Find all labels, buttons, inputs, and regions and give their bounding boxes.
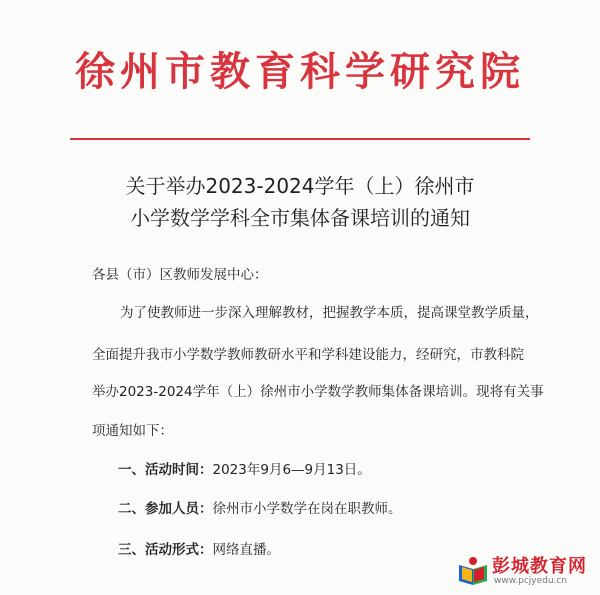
notice-title-line-2: 小学数学学科全市集体备课培训的通知 [130,206,470,230]
item-label: 三、活动形式： [118,542,213,558]
item-value: 2023年9月6—9月13日。 [212,462,371,478]
paragraph-line: 项通知如下： [92,423,173,439]
header-divider [70,138,530,140]
item-label: 一、活动时间： [118,462,213,478]
item-value: 徐州市小学数学在岗在职教师。 [212,501,402,517]
item-value: 网络直播。 [212,542,280,558]
book-logo-icon [456,554,490,588]
salutation: 各县（市）区教师发展中心： [92,267,268,283]
institution-header: 徐州市教育科学研究院 [75,48,525,95]
paragraph-line: 全面提升我市小学数学教师教研水平和学科建设能力，经研究，市教科院 [92,347,524,363]
watermark-site-url: www.pcjyedu.cn [494,576,568,586]
item-label: 二、参加人员： [118,501,213,517]
site-watermark [456,552,596,592]
item-activity-form [118,538,280,558]
paragraph-line: 举办2023-2024学年（上）徐州市小学数学教师集体备课培训。现将有关事 [92,384,544,400]
item-participants [118,497,402,517]
paragraph-line: 为了使教师进一步深入理解教材，把握教学本质，提高课堂教学质量， [120,305,539,321]
watermark-site-name: 彭城教育网 [492,556,587,577]
item-activity-time [118,458,371,478]
notice-title-line-1: 关于举办2023-2024学年（上）徐州市 [125,174,475,198]
